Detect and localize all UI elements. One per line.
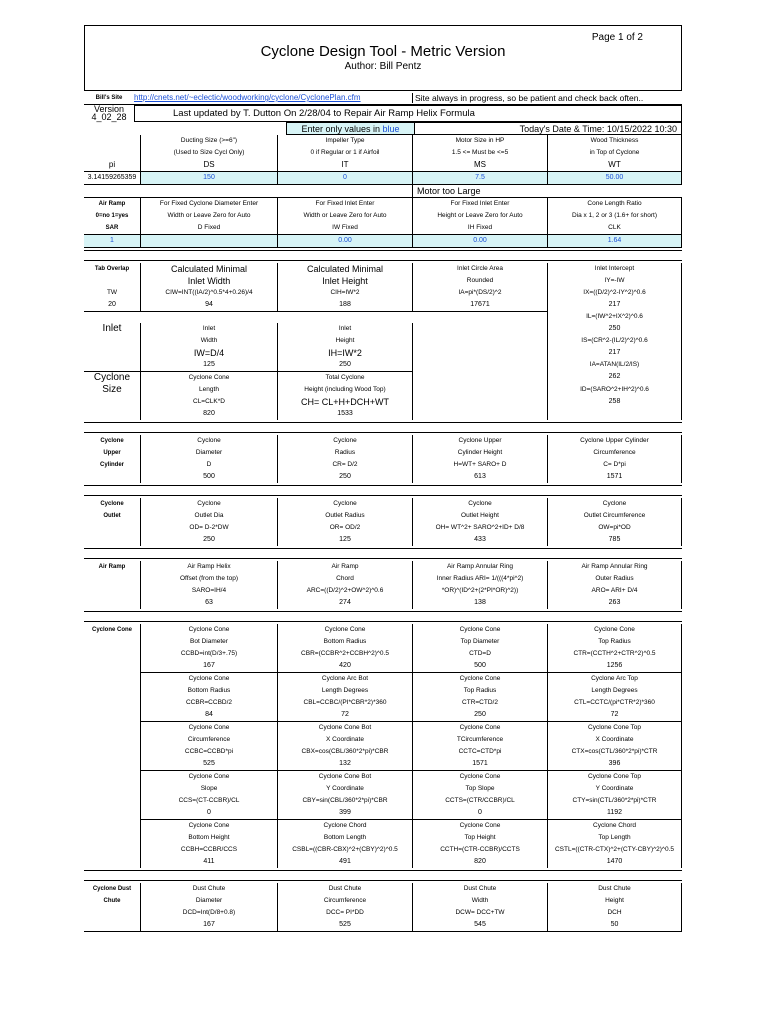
cone-r3-c1-v: 399: [277, 807, 412, 819]
cone-r3-c1-h1: Cyclone Cone Bot: [277, 770, 412, 783]
outlet-height-h1: Cyclone: [412, 498, 547, 510]
inlet-height-value: 250: [277, 359, 412, 371]
ix-formula: IX=((D/2)^2-IY^2)^0.6: [547, 287, 682, 299]
total-height-header-1: Total Cyclone: [277, 371, 412, 384]
clk-header-2: Dia x 1, 2 or 3 (1.6+ for short): [547, 210, 682, 222]
is-value: 217: [547, 347, 682, 359]
ms-header-2: 1.5 <= Must be <=5: [412, 147, 547, 159]
d-fixed-header-2: Width or Leave Zero for Auto: [140, 210, 277, 222]
wt-input[interactable]: 50.00: [547, 171, 682, 185]
inlet-area-rounded: Rounded: [412, 275, 547, 287]
calc-ih-header-2: Inlet Height: [277, 275, 412, 287]
cone-r0-c1-h1: Cyclone Cone: [277, 624, 412, 636]
cone-r4-c0-v: 411: [140, 856, 277, 868]
cone-r1-c1-v: 72: [277, 709, 412, 721]
dust-width-f: DCW= DCC+TW: [412, 907, 547, 919]
cone-r4-c3-h2: Top Length: [547, 832, 682, 844]
ramp-chord-f: ARC=((D/2)^2+OW^2)^0.6: [277, 585, 412, 597]
tab-overlap-label: Tab Overlap: [94, 266, 130, 272]
upper-cylinder-block: [84, 435, 682, 483]
cone-r0-c0-h1: Cyclone Cone: [140, 624, 277, 636]
cone-r2-c0-f: CCBC=CCBD*pi: [140, 746, 277, 758]
upper-label-2: Upper: [103, 450, 121, 456]
outlet-circ-v: 785: [547, 534, 682, 546]
outlet-dia-h1: Cyclone: [140, 498, 277, 510]
id-formula: ID=(SARO^2+IH^2)^0.6: [547, 384, 682, 396]
total-height-header-2: Height (including Wood Top): [277, 384, 412, 396]
cone-r3-c2-h2: Top Slope: [412, 783, 547, 795]
ramp-helix-h2: Offset (from the top): [140, 573, 277, 585]
cone-r3-c2-h1: Cyclone Cone: [412, 770, 547, 783]
upper-rad-h1: Cyclone: [277, 435, 412, 447]
upper-rad-f: CR= D/2: [277, 459, 412, 471]
site-note: Site always in progress, so be patient and check back often..: [412, 93, 682, 103]
cone-r4-c2-f: CCTH=(CTR-CCBR)/CCTS: [412, 844, 547, 856]
cone-r1-c1-h1: Cyclone Arc Bot: [277, 672, 412, 685]
cone-r4-c0-f: CCBH=CCBR/CCS: [140, 844, 277, 856]
dust-dia-h2: Diameter: [140, 895, 277, 907]
cone-r2-c3-f: CTX=cos(CTL/360*2*pi)*CTR: [547, 746, 682, 758]
upper-circ-h2: Circumference: [547, 447, 682, 459]
cone-r2-c1-h1: Cyclone Cone Bot: [277, 721, 412, 734]
pi-label: pi: [108, 160, 116, 169]
cone-r1-c3-h2: Length Degrees: [547, 685, 682, 697]
cone-r1-c1-f: CBL=CCBC/(PI*CBR*2)*360: [277, 697, 412, 709]
clk-symbol: CLK: [547, 222, 682, 234]
clk-input[interactable]: 1.64: [547, 234, 682, 248]
cone-r0-c3-f: CTR=(CCTH^2+CTR^2)^0.5: [547, 648, 682, 660]
cone-r0-c3-h2: Top Radius: [547, 636, 682, 648]
cone-r2-c2-f: CCTC=CTD*pi: [412, 746, 547, 758]
cone-r0-c0-f: CCBD=int(D/3+.75): [140, 648, 277, 660]
outlet-circ-h1: Cyclone: [547, 498, 682, 510]
total-height-formula: CH= CL+H+DCH+WT: [277, 396, 412, 408]
calc-iw-header-2: Inlet Width: [140, 275, 277, 287]
cone-r1-c0-h2: Bottom Radius: [140, 685, 277, 697]
dust-chute-block: [84, 883, 682, 932]
outlet-circ-h2: Outlet Circumference: [547, 510, 682, 522]
cone-r2-c3-h1: Cyclone Cone Top: [547, 721, 682, 734]
enter-values-note: [286, 122, 415, 135]
ih-fixed-symbol: IH Fixed: [412, 222, 547, 234]
author: Author: Bill Pentz: [344, 61, 422, 72]
upper-circ-f: C= D*pi: [547, 459, 682, 471]
pi-value: 3.14159265359: [84, 171, 140, 185]
sar-symbol: SAR: [105, 225, 119, 231]
ia-formula: IA=ATAN(IL/2/IS): [547, 359, 682, 371]
cone-r0-c2-h1: Cyclone Cone: [412, 624, 547, 636]
il-formula: IL=(IW^2+IX^2)^0.6: [547, 311, 682, 323]
ramp-inner-h2: Inner Radius ARI= 1/(((4*pi^2): [412, 573, 547, 585]
cone-r1-c0-h1: Cyclone Cone: [140, 672, 277, 685]
site-label: Bill's Site: [95, 94, 123, 101]
sar-input[interactable]: 1: [84, 234, 140, 248]
air-ramp-label: Air Ramp: [98, 201, 126, 207]
calc-iw-header-1: Calculated Minimal: [140, 263, 277, 275]
cone-length-formula: CL=CLK*D: [140, 396, 277, 408]
d-fixed-symbol: D Fixed: [140, 222, 277, 234]
enter-blue-word: blue: [382, 124, 400, 134]
inlet-width-header-1: Inlet: [140, 323, 277, 335]
cone-r2-c2-h2: TCircumference: [412, 734, 547, 746]
air-ramp-yesno: 0=no 1=yes: [95, 213, 129, 219]
il-value: 250: [547, 323, 682, 335]
cone-r4-c3-f: CSTL=((CTR-CTX)^2+(CTY-CBY)^2)^0.5: [547, 844, 682, 856]
inlet-height-header-2: Height: [277, 335, 412, 347]
cone-r0-c2-h2: Top Diameter: [412, 636, 547, 648]
cone-r3-c0-h1: Cyclone Cone: [140, 770, 277, 783]
cone-r1-c0-f: CCBR=CCBD/2: [140, 697, 277, 709]
cone-r3-c0-h2: Slope: [140, 783, 277, 795]
ramp-outer-h2: Outer Radius: [547, 573, 682, 585]
upper-dia-h2: Diameter: [140, 447, 277, 459]
tw-value: 20: [108, 301, 116, 308]
site-row: [84, 91, 682, 105]
cone-r2-c0-h2: Circumference: [140, 734, 277, 746]
inlet-height-header-1: Inlet: [277, 323, 412, 335]
ramp-helix-f: SARO=IH/4: [140, 585, 277, 597]
upper-circ-v: 1571: [547, 471, 682, 483]
dust-dia-h1: Dust Chute: [140, 883, 277, 895]
cone-r1-c0-v: 84: [140, 709, 277, 721]
inputs-primary: [84, 135, 682, 197]
ih-fixed-header-1: For Fixed Inlet Enter: [412, 198, 547, 210]
cone-r3-c0-f: CCS=(CT-CCBR)/CL: [140, 795, 277, 807]
outlet-height-f: OH= WT^2+ SARO^2+ID+ D/8: [412, 522, 547, 534]
dust-circ-f: DCC= PI*DD: [277, 907, 412, 919]
cone-r0-c1-v: 420: [277, 660, 412, 672]
dust-height-f: DCH: [547, 907, 682, 919]
inputs-secondary: [84, 197, 682, 248]
outlet-height-h2: Outlet Height: [412, 510, 547, 522]
calc-ih-value: 188: [277, 299, 412, 311]
calculated-block: [84, 263, 682, 420]
ds-input[interactable]: 150: [140, 171, 277, 185]
cone-r0-c1-f: CBR=(CCBR^2+CCBH^2)^0.5: [277, 648, 412, 660]
tw-symbol: TW: [106, 289, 118, 296]
cone-r3-c3-h2: Y Coordinate: [547, 783, 682, 795]
cone-r0-c3-h1: Cyclone Cone: [547, 624, 682, 636]
cone-r2-c0-v: 525: [140, 758, 277, 770]
cone-r4-c1-h2: Bottom Length: [277, 832, 412, 844]
ramp-chord-h1: Air Ramp: [277, 561, 412, 573]
cone-r3-c3-v: 1192: [547, 807, 682, 819]
ix-value: 217: [547, 299, 682, 311]
cone-r3-c2-v: 0: [412, 807, 547, 819]
cone-r2-c2-h1: Cyclone Cone: [412, 721, 547, 734]
outlet-rad-f: OR= OD/2: [277, 522, 412, 534]
dust-height-h1: Dust Chute: [547, 883, 682, 895]
dust-height-v: 50: [547, 919, 682, 931]
wt-symbol: WT: [547, 159, 682, 171]
cone-r4-c1-v: 491: [277, 856, 412, 868]
outlet-circ-f: OW=pi*OD: [547, 522, 682, 534]
upper-rad-h2: Radius: [277, 447, 412, 459]
upper-height-h2: Cylinder Height: [412, 447, 547, 459]
cone-r2-c1-f: CBX=cos(CBL/360*2*pi)*CBR: [277, 746, 412, 758]
cone-r1-c3-h1: Cyclone Arc Top: [547, 672, 682, 685]
cone-r3-c3-h1: Cyclone Cone Top: [547, 770, 682, 783]
ramp-helix-v: 63: [140, 597, 277, 609]
inlet-label: Inlet: [102, 323, 122, 334]
ms-header-1: Motor Size in HP: [412, 135, 547, 147]
dust-dia-v: 167: [140, 919, 277, 931]
inlet-area-formula: IA=pi*(DS/2)^2: [412, 287, 547, 299]
air-ramp-section-label: Air Ramp: [98, 564, 126, 570]
inlet-height-formula: IH=IW*2: [277, 347, 412, 359]
it-input[interactable]: 0: [277, 171, 412, 185]
outlet-label-1: Cyclone: [100, 501, 124, 507]
ms-symbol: MS: [412, 159, 547, 171]
cone-r2-c2-v: 1571: [412, 758, 547, 770]
ramp-chord-v: 274: [277, 597, 412, 609]
outlet-rad-h1: Cyclone: [277, 498, 412, 510]
wt-header-1: Wood Thickness: [547, 135, 682, 147]
clk-header-1: Cone Length Ratio: [547, 198, 682, 210]
divider: [84, 611, 682, 622]
upper-dia-f: D: [140, 459, 277, 471]
version-cell: [84, 105, 134, 122]
page-title: Cyclone Design Tool - Metric Version: [260, 43, 506, 60]
outlet-label-2: Outlet: [103, 513, 121, 519]
upper-height-v: 613: [412, 471, 547, 483]
dust-width-h1: Dust Chute: [412, 883, 547, 895]
cone-r2-c1-h2: X Coordinate: [277, 734, 412, 746]
cone-r4-c0-h2: Bottom Height: [140, 832, 277, 844]
instruction-row: [84, 122, 682, 135]
cone-r2-c1-v: 132: [277, 758, 412, 770]
cone-r0-c2-f: CTD=D: [412, 648, 547, 660]
air-ramp-block: [84, 561, 682, 609]
cone-length-value: 820: [140, 408, 277, 420]
wt-header-2: in Top of Cyclone: [547, 147, 682, 159]
d-fixed-header-1: For Fixed Cyclone Diameter Enter: [140, 198, 277, 210]
cone-r4-c3-h1: Cyclone Chord: [547, 819, 682, 832]
cone-r0-c3-v: 1256: [547, 660, 682, 672]
dust-height-h2: Height: [547, 895, 682, 907]
divider: [84, 422, 682, 433]
cone-r0-c0-h2: Bot Diameter: [140, 636, 277, 648]
spreadsheet: [84, 25, 682, 932]
dust-circ-h1: Dust Chute: [277, 883, 412, 895]
ih-fixed-header-2: Height or Leave Zero for Auto: [412, 210, 547, 222]
ramp-outer-f: ARO= ARI+ D/4: [547, 585, 682, 597]
last-updated: Last updated by T. Dutton On 2/28/04 to Repair Air Ramp Helix Formula: [134, 105, 682, 122]
dust-dia-f: DCD=Int(D/8+0.8): [140, 907, 277, 919]
iw-fixed-symbol: IW Fixed: [277, 222, 412, 234]
divider: [84, 485, 682, 496]
cone-r4-c1-f: CSBL=((CBR-CBX)^2+(CBY)^2)^0.5: [277, 844, 412, 856]
cone-r1-c2-h1: Cyclone Cone: [412, 672, 547, 685]
outlet-rad-h2: Outlet Radius: [277, 510, 412, 522]
id-value: 258: [547, 396, 682, 408]
cone-r1-c2-f: CTR=CTD/2: [412, 697, 547, 709]
cone-r4-c2-h1: Cyclone Cone: [412, 819, 547, 832]
ramp-helix-h1: Air Ramp Helix: [140, 561, 277, 573]
cone-r3-c1-h2: Y Coordinate: [277, 783, 412, 795]
dust-width-v: 545: [412, 919, 547, 931]
upper-height-f: H=WT+ SARO+ D: [412, 459, 547, 471]
cone-r4-c3-v: 1470: [547, 856, 682, 868]
is-formula: IS=(CR^2-(IL/2)^2)^0.6: [547, 335, 682, 347]
cone-r2-c3-h2: X Coordinate: [547, 734, 682, 746]
version-number: 4_02_28: [91, 112, 127, 122]
cone-r4-c2-v: 820: [412, 856, 547, 868]
iw-fixed-header-1: For Fixed Inlet Enter: [277, 198, 412, 210]
cone-r4-c2-h2: Top Height: [412, 832, 547, 844]
outlet-dia-f: OD= D-2*DW: [140, 522, 277, 534]
version-row: [84, 105, 682, 122]
ia-value: 262: [547, 371, 682, 384]
outlet-rad-v: 125: [277, 534, 412, 546]
ds-header-1: Ducting Size (>=6"): [140, 135, 277, 147]
enter-prefix: Enter only values in: [301, 124, 383, 134]
ms-input[interactable]: 7.5: [412, 171, 547, 185]
d-fixed-input[interactable]: [140, 234, 277, 248]
cone-r2-c0-h1: Cyclone Cone: [140, 721, 277, 734]
cone-r3-c2-f: CCTS=(CTR/CCBR)/CL: [412, 795, 547, 807]
inlet-area-value: 17671: [412, 299, 547, 311]
intercept-header: Inlet Intercept: [547, 263, 682, 275]
ramp-outer-v: 263: [547, 597, 682, 609]
ramp-inner-v: 138: [412, 597, 547, 609]
cone-r4-c0-h1: Cyclone Cone: [140, 819, 277, 832]
calc-ih-formula: CIH=IW*2: [277, 287, 412, 299]
dust-width-h2: Width: [412, 895, 547, 907]
upper-label-3: Cylinder: [99, 462, 124, 468]
inlet-area-header: Inlet Circle Area: [412, 263, 547, 275]
iy-formula: IY=-IW: [547, 275, 682, 287]
ramp-chord-h2: Chord: [277, 573, 412, 585]
dust-label-1: Cyclone Dust: [92, 886, 132, 892]
upper-circ-h1: Cyclone Upper Cylinder: [547, 435, 682, 447]
cone-r3-c0-v: 0: [140, 807, 277, 819]
site-link[interactable]: http://cnets.net/~eclectic/woodworking/cyclone/CyclonePlan.cfm: [134, 93, 361, 102]
cone-r0-c0-v: 167: [140, 660, 277, 672]
it-header-2: 0 if Regular or 1 if Airfoil: [277, 147, 412, 159]
upper-height-h1: Cyclone Upper: [412, 435, 547, 447]
ramp-inner-h1: Air Ramp Annular Ring: [412, 561, 547, 573]
inlet-width-formula: IW=D/4: [140, 347, 277, 359]
version-label: Version: [93, 104, 125, 114]
outlet-dia-v: 250: [140, 534, 277, 546]
outlet-dia-h2: Outlet Dia: [140, 510, 277, 522]
cone-r1-c2-h2: Top Radius: [412, 685, 547, 697]
outlet-height-v: 433: [412, 534, 547, 546]
upper-dia-h1: Cyclone: [140, 435, 277, 447]
cone-r0-c2-v: 500: [412, 660, 547, 672]
page-number: Page 1 of 2: [591, 32, 643, 43]
cone-r1-c2-v: 250: [412, 709, 547, 721]
calc-iw-formula: CIW=INT((IA/2)^0.5*4+0.26)/4: [140, 287, 277, 299]
ds-header-2: (Used to Size Cycl Only): [140, 147, 277, 159]
cone-r1-c3-v: 72: [547, 709, 682, 721]
iw-fixed-input[interactable]: 0.00: [277, 234, 412, 248]
cone-r2-c3-v: 396: [547, 758, 682, 770]
upper-label-1: Cyclone: [100, 438, 124, 444]
upper-dia-v: 500: [140, 471, 277, 483]
motor-warning: Motor too Large: [412, 185, 547, 197]
title-block: [84, 25, 682, 91]
cone-r3-c1-f: CBY=sin(CBL/360*2*pi)*CBR: [277, 795, 412, 807]
cone-section-label: Cyclone Cone: [91, 627, 132, 633]
calc-iw-value: 94: [140, 299, 277, 311]
divider: [84, 870, 682, 881]
size-label-2: Size: [102, 384, 122, 395]
date-time: Today's Date & Time: 10/15/2022 10:30: [415, 122, 682, 135]
cone-r1-c1-h2: Length Degrees: [277, 685, 412, 697]
dust-label-2: Chute: [103, 898, 121, 904]
cone-r0-c1-h2: Bottom Radius: [277, 636, 412, 648]
it-header-1: Impeller Type: [277, 135, 412, 147]
outlet-block: [84, 498, 682, 546]
dust-circ-h2: Circumference: [277, 895, 412, 907]
ramp-outer-h1: Air Ramp Annular Ring: [547, 561, 682, 573]
ih-fixed-input[interactable]: 0.00: [412, 234, 547, 248]
cone-r4-c1-h1: Cyclone Chord: [277, 819, 412, 832]
cone-length-header-2: Length: [140, 384, 277, 396]
cone-block: [84, 624, 682, 868]
inlet-width-header-2: Width: [140, 335, 277, 347]
dust-circ-v: 525: [277, 919, 412, 931]
iw-fixed-header-2: Width or Leave Zero for Auto: [277, 210, 412, 222]
divider: [84, 250, 682, 261]
size-label-1: Cyclone: [84, 371, 140, 384]
inlet-width-value: 125: [140, 359, 277, 371]
divider: [84, 548, 682, 559]
calc-ih-header-1: Calculated Minimal: [277, 263, 412, 275]
ramp-inner-f: *OR)^(ID^2+(2*PI*OR)^2)): [412, 585, 547, 597]
cone-r1-c3-f: CTL=CCTC/(pi*CTR*2)*360: [547, 697, 682, 709]
upper-rad-v: 250: [277, 471, 412, 483]
ds-symbol: DS: [140, 159, 277, 171]
total-height-value: 1533: [277, 408, 412, 420]
cone-r3-c3-f: CTY=sin(CTL/360*2*pi)*CTR: [547, 795, 682, 807]
it-symbol: IT: [277, 159, 412, 171]
cone-length-header-1: Cyclone Cone: [140, 371, 277, 384]
